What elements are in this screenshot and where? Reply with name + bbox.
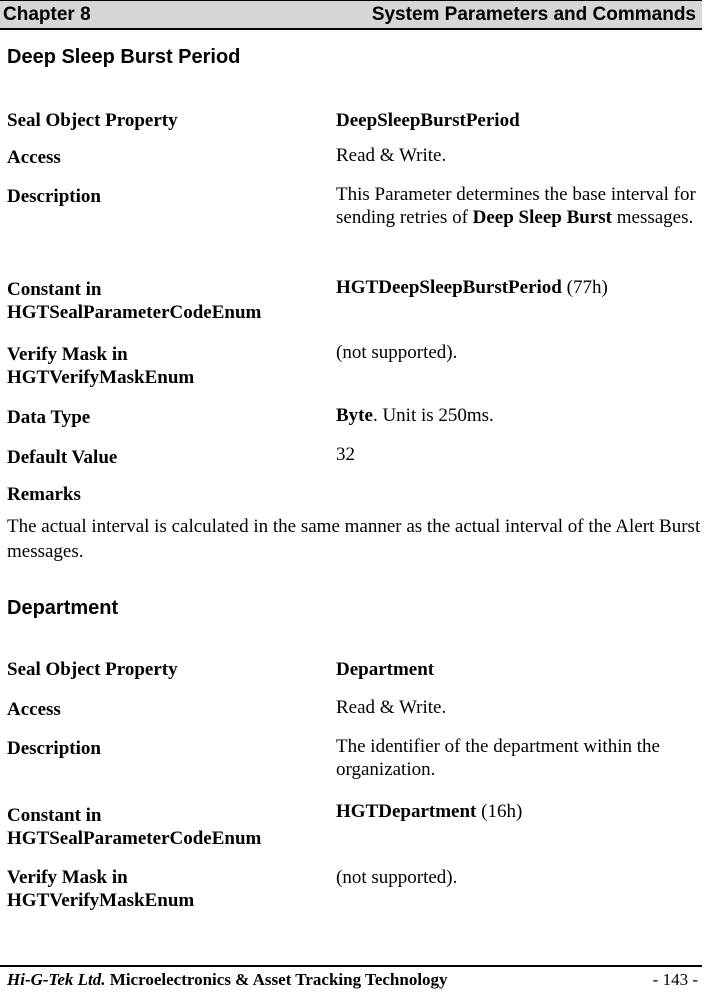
access-value: Read & Write. — [336, 145, 447, 166]
verify-mask-label: Verify Mask in HGTVerifyMaskEnum — [7, 867, 195, 911]
description-label: Description — [7, 186, 101, 207]
seal-property-value: DeepSleepBurstPeriod — [336, 110, 520, 131]
description-label: Description — [7, 738, 101, 759]
page-number: - 143 - — [652, 970, 698, 989]
verify-mask-value: (not supported). — [336, 867, 458, 888]
default-value-value: 32 — [336, 444, 355, 465]
verify-mask-label: Verify Mask in HGTVerifyMaskEnum — [7, 344, 195, 388]
remarks-text: The actual interval is calculated in the same manner as the actual interval of the Alert Burst messages. — [7, 516, 701, 562]
seal-property-label: Seal Object Property — [7, 659, 178, 680]
seal-property-value: Department — [336, 659, 435, 680]
constant-value: HGTDeepSleepBurstPeriod (77h) — [336, 277, 608, 298]
page-header — [0, 0, 702, 30]
constant-label: Constant in HGTSealParameterCodeEnum — [7, 279, 262, 323]
constant-value: HGTDepartment (16h) — [336, 801, 523, 822]
section-label: System Parameters and Commands — [371, 4, 696, 25]
remarks-title: Remarks — [7, 484, 81, 505]
footer-rule — [0, 965, 702, 967]
chapter-label: Chapter 8 — [3, 4, 91, 25]
section-title-department: Department — [7, 597, 119, 619]
section-title-deep-sleep: Deep Sleep Burst Period — [7, 46, 241, 68]
description-value: The identifier of the department within the organization. — [336, 736, 660, 780]
access-label: Access — [7, 147, 61, 168]
data-type-value: Byte. Unit is 250ms. — [336, 405, 494, 426]
access-value: Read & Write. — [336, 697, 447, 718]
access-label: Access — [7, 699, 61, 720]
constant-label: Constant in HGTSealParameterCodeEnum — [7, 805, 262, 849]
verify-mask-value: (not supported). — [336, 342, 458, 363]
seal-property-label: Seal Object Property — [7, 110, 178, 131]
default-value-label: Default Value — [7, 447, 118, 468]
description-value: This Parameter determines the base interval for sending retries of Deep Sleep Burst messages. — [336, 184, 696, 228]
data-type-label: Data Type — [7, 407, 91, 428]
footer-company: Hi-G-Tek Ltd. Microelectronics & Asset Tracking Technology — [7, 970, 448, 989]
